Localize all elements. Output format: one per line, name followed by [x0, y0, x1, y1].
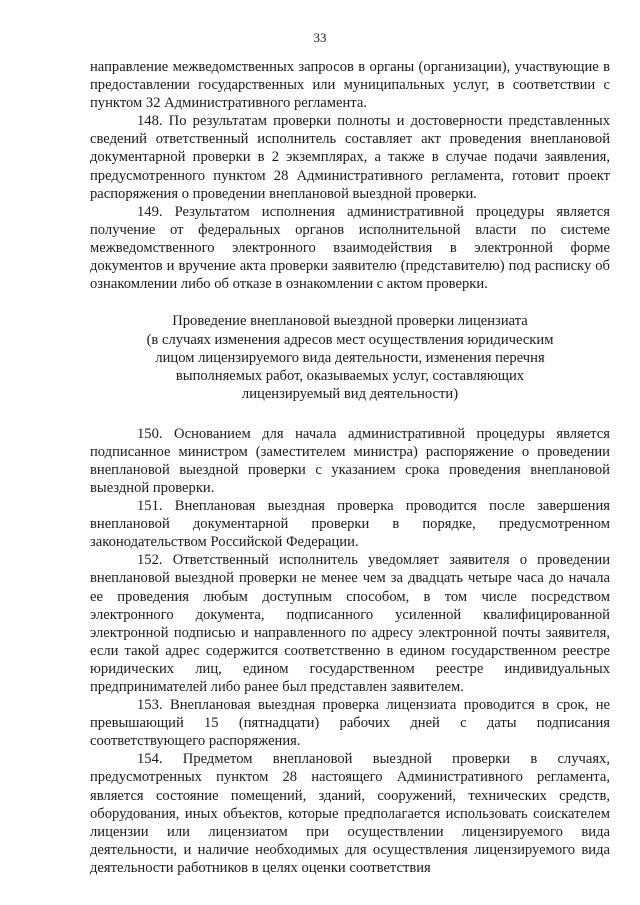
- heading-line: (в случаях изменения адресов мест осуществления юридическим: [146, 331, 554, 348]
- section-heading: [90, 312, 610, 403]
- heading-line: выполняемых работ, оказываемых услуг, составляющих: [175, 368, 525, 385]
- heading-line: лицензируемый вид деятельности): [241, 386, 459, 403]
- document-body: [90, 58, 610, 877]
- paragraph-150: 150. Основанием для начала административной процедуры является подписанное министром (заместителем министра) распоряжение о проведении внеплановой выездной проверки с указанием срока проведения внеплановой выездной проверки.: [90, 425, 610, 496]
- paragraph-154: 154. Предметом внеплановой выездной проверки в случаях, предусмотренных пунктом 28 настоящего Административного регламента, является состояние помещений, зданий, сооружений, технических средств, оборудования, иных объектов, которые предполагается использовать соискателем лицензии или лицензиатом при осуществлении лицензируемого вида деятельности, и наличие необходимых для осуществления лицензируемого вида деятельности работников в целях оценки соответствия: [90, 751, 610, 876]
- paragraph-153: 153. Внеплановая выездная проверка лицензиата проводится в срок, не превышающий 15 (пятнадцати) рабочих дней с даты подписания соответствующего распоряжения.: [90, 697, 610, 750]
- paragraph-152: 152. Ответственный исполнитель уведомляет заявителя о проведении внеплановой выездной проверки не менее чем за двадцать четыре часа до начала ее проведения любым доступным способом, в том числе посредством электронного документа, подписанного усиленной квалифицированной электронной подписью и направленного по адресу электронной почты заявителя, если такой адрес содержится соответственно в едином государственном реестре юридических лиц, едином государственном реестре индивидуальных предпринимателей либо ранее был представлен заявителем.: [90, 552, 610, 696]
- paragraph-148: 148. По результатам проверки полноты и достоверности представленных сведений ответственный исполнитель составляет акт проведения внеплановой документарной проверки в 2 экземплярах, а также в случае подачи заявления, предусмотренного пунктом 28 Административного регламента, готовит проект распоряжения о проведении внеплановой выездной проверки.: [90, 113, 610, 202]
- page-number: 33: [313, 30, 327, 45]
- paragraph-149: 149. Результатом исполнения административной процедуры является получение от федеральных органов исполнительной власти по системе межведомственного электронного взаимодействия в электронной форме документов и вручение акта проверки заявителю (представителю) под расписку об ознакомлении либо об отказе в ознакомлении с актом проверки.: [90, 203, 610, 293]
- paragraph-intro: направление межведомственных запросов в органы (организации), участвующие в предоставлении государственных или муниципальных услуг, в соответствии с пунктом 32 Административного регламента.: [90, 59, 610, 112]
- heading-line: Проведение внеплановой выездной проверки лицензиата: [172, 313, 528, 330]
- paragraph-151: 151. Внеплановая выездная проверка проводится после завершения внеплановой документарной проверки в порядке, предусмотренном законодательством Российской Федерации.: [90, 498, 610, 551]
- heading-line: лицом лицензируемого вида деятельности, изменения перечня: [155, 349, 545, 366]
